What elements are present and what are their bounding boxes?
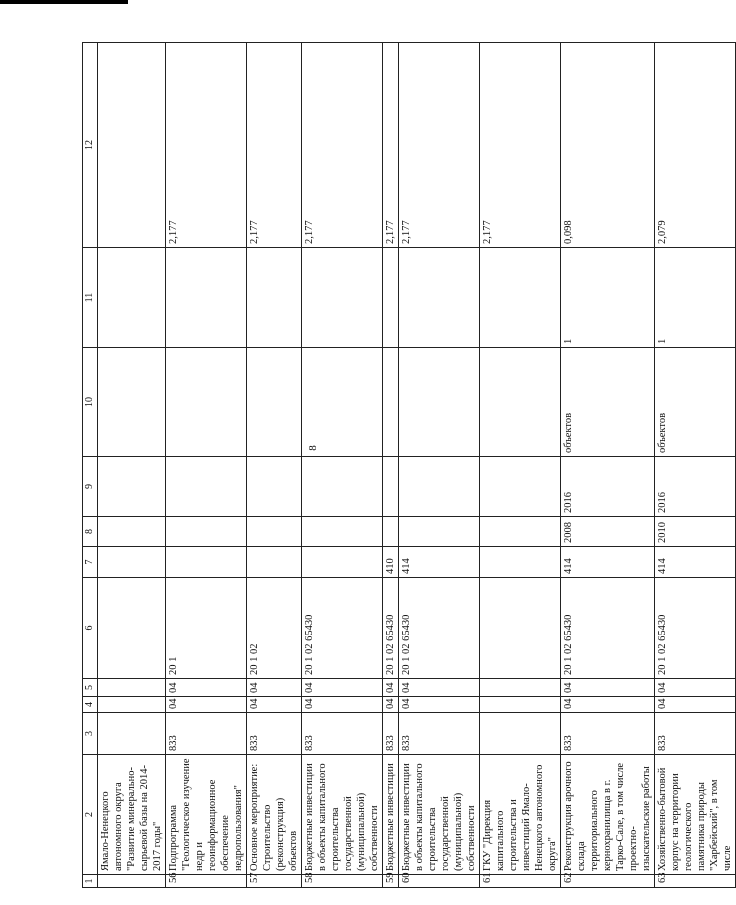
table-cell: 04 (302, 697, 383, 713)
table-cell: 04 (399, 679, 480, 697)
table-cell: 833 (561, 713, 655, 755)
table-cell (399, 457, 480, 517)
table-cell: 04 (302, 679, 383, 697)
table-cell (166, 457, 247, 517)
table-cell: 1 (561, 248, 655, 348)
table-cell (247, 517, 302, 547)
table-cell: 2,177 (383, 43, 399, 248)
table-cell (480, 348, 561, 457)
table-cell (302, 348, 383, 457)
table-cell: 04 (399, 697, 480, 713)
table-cell (480, 713, 561, 755)
table-cell: 410 (383, 547, 399, 578)
table-cell (247, 348, 302, 457)
table-cell: 2,177 (302, 43, 383, 248)
table-cell: Бюджетные инвестиции (383, 755, 399, 875)
table-cell: 63 (655, 875, 736, 888)
table-cell: 2008 (561, 517, 655, 547)
table-cell: 04 (247, 679, 302, 697)
table-cell: 414 (399, 547, 480, 578)
table-cell: 414 (655, 547, 736, 578)
table-cell: Бюджетные инвестиции в объекты капитального строительства государственной (муниципальной) собственности (302, 755, 383, 875)
table-row (561, 43, 655, 888)
table-cell (247, 457, 302, 517)
table-cell (247, 248, 302, 348)
column-header: 2 (83, 755, 98, 875)
table-cell: Подпрограмма "Геологическое изучение недр и геоинформационное обеспечение недропользования" (166, 755, 247, 875)
table-cell: 2,177 (480, 43, 561, 248)
table-cell: 04 (166, 679, 247, 697)
table-cell: 833 (166, 713, 247, 755)
table-cell: 04 (655, 679, 736, 697)
table-cell (166, 517, 247, 547)
table-cell (399, 348, 480, 457)
table-cell: 20 1 02 65430 (399, 578, 480, 679)
table-row (98, 43, 166, 888)
table-cell (247, 547, 302, 578)
table-cell: Основное мероприятие: Строительство (реконструкция) объектов (247, 755, 302, 875)
table-cell (98, 697, 166, 713)
column-header: 9 (83, 457, 98, 517)
table-cell: 60 (399, 875, 480, 888)
table-cell: 2010 (655, 517, 736, 547)
column-header: 5 (83, 679, 98, 697)
table-cell: 57 (247, 875, 302, 888)
column-header: 11 (83, 248, 98, 348)
table-cell (98, 713, 166, 755)
table-row (480, 43, 561, 888)
table-cell: 2,177 (166, 43, 247, 248)
table-cell (302, 457, 383, 517)
table-cell (302, 517, 383, 547)
table-cell: 62 (561, 875, 655, 888)
table-cell (98, 248, 166, 348)
table-cell: 2,177 (399, 43, 480, 248)
table-cell: 56 (166, 875, 247, 888)
table-cell: Ямало-Ненецкого автономного округа "Развитие минерально-сырьевой базы на 2014-2017 годы" (98, 755, 166, 875)
table-row (302, 43, 383, 888)
table-row (383, 43, 399, 888)
table-row (655, 43, 736, 888)
table-cell (383, 457, 399, 517)
column-header: 3 (83, 713, 98, 755)
table-cell (98, 348, 166, 457)
table-cell: объектов (655, 348, 736, 457)
rotated-table-container (82, 43, 733, 888)
table-cell: 04 (561, 679, 655, 697)
table-cell (480, 517, 561, 547)
table-cell: 833 (302, 713, 383, 755)
table-cell (383, 248, 399, 348)
table-cell (98, 457, 166, 517)
table-cell (480, 248, 561, 348)
table-cell (302, 248, 383, 348)
table-cell (98, 578, 166, 679)
table-cell: 0,098 (561, 43, 655, 248)
table-cell: 20 1 02 65430 (561, 578, 655, 679)
table-row (399, 43, 480, 888)
table-row (247, 43, 302, 888)
column-header: 7 (83, 547, 98, 578)
table-cell (480, 457, 561, 517)
table-cell (98, 43, 166, 248)
table-cell: 20 1 (166, 578, 247, 679)
table-cell (399, 248, 480, 348)
table-cell: ГКУ "Дирекция капитального строительства и инвестиций Ямало-Ненецкого автономного округа" (480, 755, 561, 875)
table-cell: 20 1 02 65430 (655, 578, 736, 679)
column-header: 4 (83, 697, 98, 713)
table-cell (383, 348, 399, 457)
table-cell (98, 679, 166, 697)
table-cell (399, 517, 480, 547)
table-cell: 1 (655, 248, 736, 348)
table-cell: 04 (561, 697, 655, 713)
table-cell: 2016 (561, 457, 655, 517)
table-cell (98, 875, 166, 888)
table-cell: 2016 (655, 457, 736, 517)
table-cell (166, 248, 247, 348)
table-cell: 833 (383, 713, 399, 755)
table-cell: Бюджетные инвестиции в объекты капитального строительства государственной (муниципальной) собственности (399, 755, 480, 875)
column-header: 6 (83, 578, 98, 679)
table-cell: 04 (383, 697, 399, 713)
table-cell: 04 (655, 697, 736, 713)
table-cell: 58 (302, 875, 383, 888)
column-header: 12 (83, 43, 98, 248)
page-number: 8 (307, 445, 319, 451)
budget-table (82, 42, 736, 888)
top-edge-bar (0, 0, 128, 4)
table-cell (166, 348, 247, 457)
table-cell (480, 679, 561, 697)
table-cell (166, 547, 247, 578)
table-cell: 04 (247, 697, 302, 713)
table-cell: 833 (655, 713, 736, 755)
table-cell (383, 517, 399, 547)
table-cell: 20 1 02 (247, 578, 302, 679)
table-cell: Реконструкция арочного склада территориального кернохранилища в г. Тарко-Сале, в том числе проектно-изыскательские работы (561, 755, 655, 875)
table-cell (98, 517, 166, 547)
table-cell: 414 (561, 547, 655, 578)
header-row (83, 43, 98, 888)
table-cell: 04 (383, 679, 399, 697)
column-header: 10 (83, 348, 98, 457)
table-cell: 833 (247, 713, 302, 755)
table-cell: 2,177 (247, 43, 302, 248)
table-cell (480, 697, 561, 713)
table-cell (480, 578, 561, 679)
table-cell: Хозяйственно-бытовой корпус на территории геологического памятника природы "Харбейский", в том числе (655, 755, 736, 875)
column-header: 8 (83, 517, 98, 547)
table-cell: 20 1 02 65430 (302, 578, 383, 679)
table-cell: объектов (561, 348, 655, 457)
table-cell (480, 547, 561, 578)
table-cell: 2,079 (655, 43, 736, 248)
table-cell: 04 (166, 697, 247, 713)
table-row (166, 43, 247, 888)
table-cell: 59 (383, 875, 399, 888)
table-cell (98, 547, 166, 578)
table-cell (302, 547, 383, 578)
table-cell: 833 (399, 713, 480, 755)
column-header: 1 (83, 875, 98, 888)
table-cell: 20 1 02 65430 (383, 578, 399, 679)
table-cell: 61 (480, 875, 561, 888)
